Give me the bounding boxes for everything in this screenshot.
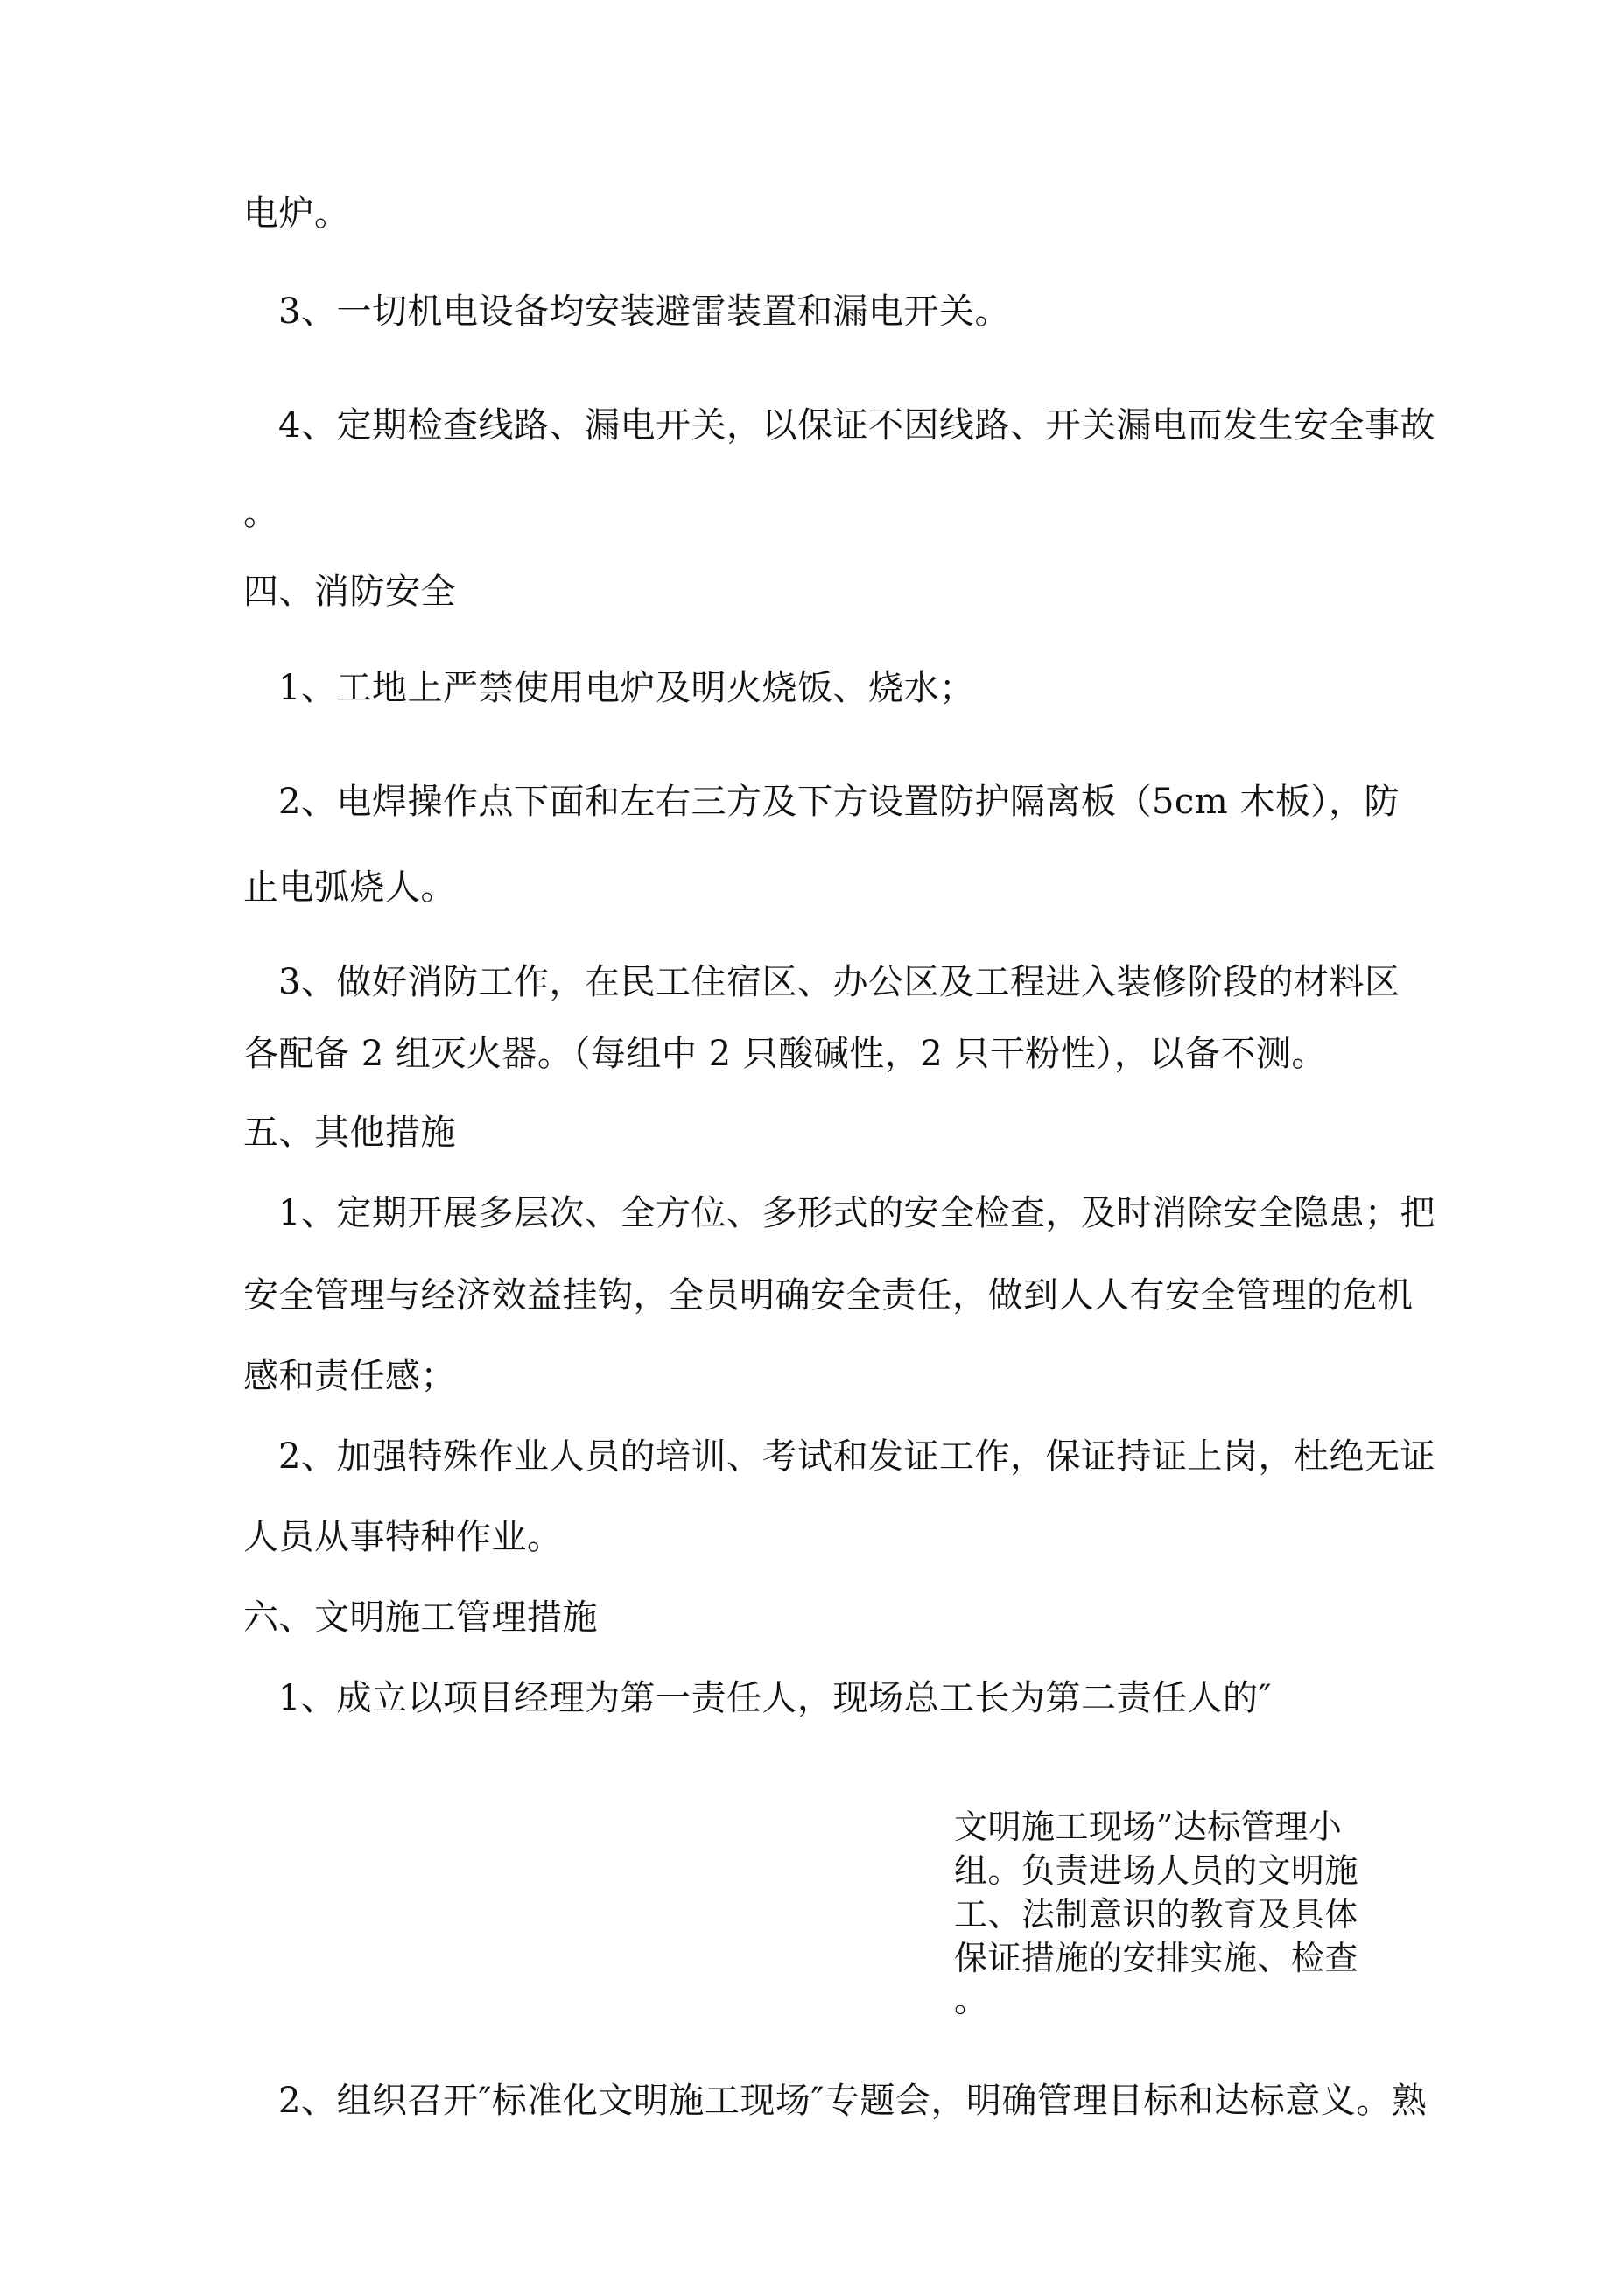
text-box-line: 文明施工现场”达标管理小 [954, 1808, 1343, 1846]
section-heading: 五、其他措施 [243, 1113, 456, 1153]
paragraph-line: 感和责任感； [243, 1356, 456, 1396]
paragraph-line: 安全管理与经济效益挂钩，全员明确安全责任，做到人人有安全管理的危机 [243, 1275, 1414, 1316]
paragraph-line: 各配备 2 组灭火器。（每组中 2 只酸碱性，2 只干粉性），以备不测。 [243, 1034, 1327, 1074]
text-box-line: 。 [954, 1981, 988, 2019]
paragraph-line: 2、加强特殊作业人员的培训、考试和发证工作，保证持证上岗，杜绝无证 [278, 1436, 1435, 1477]
paragraph-line: 电炉。 [243, 193, 350, 234]
section-heading: 六、文明施工管理措施 [243, 1597, 598, 1638]
paragraph-line: 1、工地上严禁使用电炉及明火烧饭、烧水； [278, 668, 975, 708]
paragraph-line: 1、成立以项目经理为第一责任人，现场总工长为第二责任人的″ [278, 1678, 1272, 1718]
paragraph-line: 3、做好消防工作，在民工住宿区、办公区及工程进入装修阶段的材料区 [278, 962, 1400, 1002]
text-box-line: 保证措施的安排实施、检查 [954, 1939, 1359, 1977]
text-box-line: 组。负责进场人员的文明施 [954, 1851, 1359, 1890]
paragraph-line: 3、一切机电设备均安装避雷装置和漏电开关。 [278, 291, 1010, 332]
paragraph-line: 4、定期检查线路、漏电开关，以保证不因线路、开关漏电而发生安全事故 [278, 405, 1435, 446]
paragraph-line: 人员从事特种作业。 [243, 1517, 563, 1557]
paragraph-line: 。 [243, 493, 279, 533]
paragraph-line: 1、定期开展多层次、全方位、多形式的安全检查，及时消除安全隐患；把 [278, 1193, 1435, 1233]
paragraph-line: 2、组织召开″标准化文明施工现场″专题会，明确管理目标和达标意义。熟 [278, 2081, 1428, 2121]
paragraph-line: 止电弧烧人。 [243, 867, 456, 908]
text-box-line: 工、法制意识的教育及具体 [954, 1895, 1359, 1934]
paragraph-line: 2、电焊操作点下面和左右三方及下方设置防护隔离板（5cm 木板），防 [278, 782, 1400, 822]
section-heading: 四、消防安全 [243, 572, 456, 612]
